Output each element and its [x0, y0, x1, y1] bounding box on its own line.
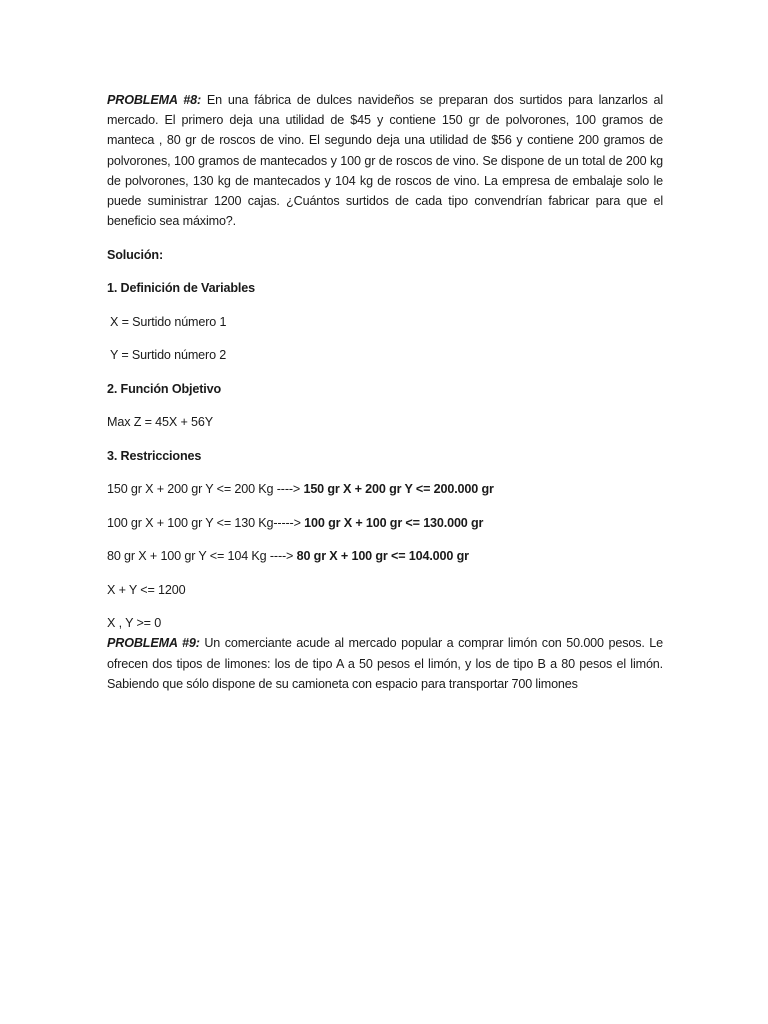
problem-9-text: Un comerciante acude al mercado popular a comprar limón con 50.000 pesos. Le ofrecen dos tipos de limones: los de tipo A a 50 pesos el limón, y los de tipo B a 80 pesos el limón. Sabiendo que sólo dispone de su camioneta con espacio para transportar 700 limones: [107, 636, 663, 691]
objective-function: Max Z = 45X + 56Y: [107, 415, 213, 430]
variable-x-definition: X = Surtido número 1: [110, 314, 227, 329]
problem-9-label: PROBLEMA #9:: [107, 636, 200, 651]
constraint-nonnegativity: X , Y >= 0: [107, 616, 162, 631]
constraint-polvorones: [107, 479, 663, 499]
problem-8-label: PROBLEMA #8:: [107, 93, 202, 107]
constraint-plain: 100 gr X + 100 gr Y <= 130 Kg----->: [107, 515, 305, 530]
constraint-converted: 150 gr X + 200 gr Y <= 200.000 gr: [303, 482, 494, 497]
problem-8-text: En una fábrica de dulces navideños se preparan dos surtidos para lanzarlos al mercado. El primero deja una utilidad de $45 y contiene 150 gr de polvorones, 100 gramos de manteca , 80 gr de roscos de vino. El segundo deja una utilidad de $56 y contiene 200 gramos de polvorones, 100 gramos de mantecados y 100 gr de roscos de vino. Se dispone de un total de 200 kg de polvorones, 130 kg de mantecados y 104 kg de roscos de vino. La empresa de embalaje solo le puede suministrar 1200 cajas. ¿Cuántos surtidos de cada tipo convendrían fabricar para que el beneficio sea máximo?.: [107, 93, 663, 229]
constraint-boxes: X + Y <= 1200: [107, 582, 186, 597]
constraints-heading: 3. Restricciones: [107, 448, 202, 463]
variables-heading: 1. Definición de Variables: [107, 281, 255, 296]
problem-9-paragraph: [107, 633, 663, 694]
constraint-roscos: [107, 546, 663, 566]
solution-heading: Solución:: [107, 247, 164, 262]
constraint-plain: 80 gr X + 100 gr Y <= 104 Kg ---->: [107, 549, 297, 564]
constraint-converted: 80 gr X + 100 gr <= 104.000 gr: [296, 549, 469, 564]
constraint-mantecados: [107, 513, 663, 533]
constraint-converted: 100 gr X + 100 gr <= 130.000 gr: [304, 515, 484, 530]
problem-8-paragraph: [107, 90, 663, 231]
document-page: [107, 90, 663, 694]
variable-y-definition: Y = Surtido número 2: [110, 348, 227, 363]
objective-heading: 2. Función Objetivo: [107, 381, 221, 396]
constraint-plain: 150 gr X + 200 gr Y <= 200 Kg ---->: [107, 482, 304, 497]
